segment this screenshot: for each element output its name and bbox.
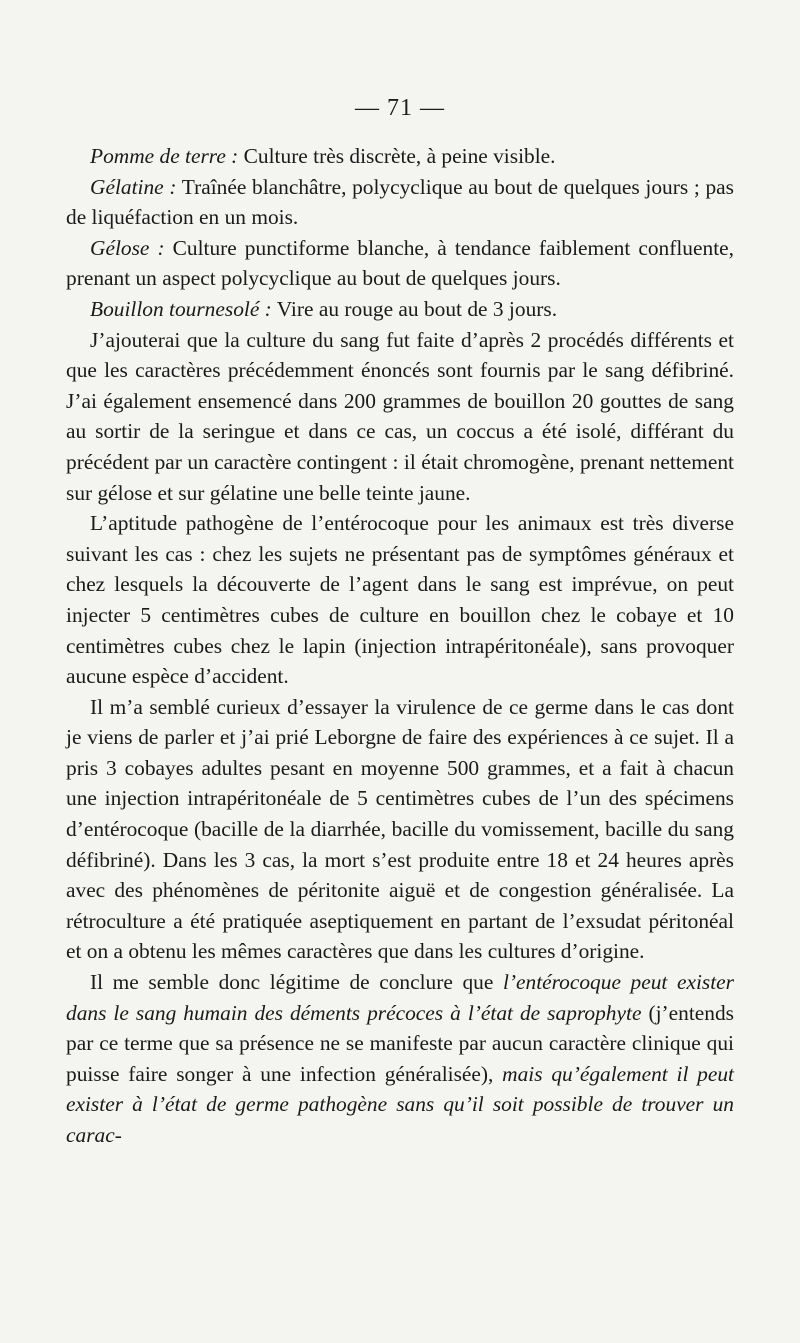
paragraph-aptitude-pathogene [66, 508, 734, 692]
paragraph-text: L’aptitude pathogène de l’entérocoque pour les animaux est très diverse suivant les cas : chez les sujets ne présentant pas de symptômes généraux et chez lesquels la découverte de l’agent dans le sang est imprévue, on peut injecter 5 centimètres cubes de culture en bouillon chez le cobaye et 10 centimètres cubes chez le lapin (injection intrapéritonéale), sans provoquer aucune espèce d’accident. [66, 511, 734, 689]
paragraph-text: Il me semble donc légitime de conclure que [90, 970, 503, 995]
paragraph-pomme-de-terre [66, 141, 734, 172]
paragraph-text: Vire au rouge au bout de 3 jours. [271, 296, 558, 321]
paragraph-text: Traînée blanchâtre, polycyclique au bout de quelques jours ; pas de liquéfaction en un mois. [66, 174, 734, 230]
paragraph-bouillon [66, 294, 734, 325]
paragraph-gelose [66, 233, 734, 294]
paragraph-text: J’ajouterai que la culture du sang fut faite d’après 2 procédés différents et que les caractères précédemment énoncés sont fournis par le sang défibriné. J’ai également ensemencé dans 200 grammes de bouillon 20 gouttes de sang au sortir de la seringue et dans ce cas, un coccus a été isolé, différant du précédent par un caractère contingent : il était chromogène, prenant nettement sur gélose et sur gélatine une belle teinte jaune. [66, 327, 734, 505]
paragraph-label: Gélatine : [90, 174, 177, 199]
paragraph-italic: l’entérocoque peut exister dans le sang humain des déments précoces à l’état de saprophyte [66, 970, 734, 1025]
paragraph-gelatine [66, 172, 734, 233]
body-text [66, 141, 734, 1151]
paragraph-virulence [66, 692, 734, 967]
paragraph-italic: mais qu’également il peut exister à l’état de germe pathogène sans qu’il soit possible de trouver un carac- [66, 1061, 734, 1147]
paragraph-label: Gélose : [90, 235, 165, 260]
paragraph-culture-sang [66, 325, 734, 509]
paragraph-conclusion [66, 967, 734, 1151]
paragraph-label: Bouillon tournesolé : [90, 296, 272, 321]
page-number: — 71 — [355, 95, 445, 121]
paragraph-text: (j’entends par ce terme que sa présence ne se manifeste par aucun caractère clinique qui puisse faire songer à une infection généralisée), [66, 1000, 734, 1086]
paragraph-text: Il m’a semblé curieux d’essayer la virulence de ce germe dans le cas dont je viens de parler et j’ai prié Leborgne de faire des expériences à ce sujet. Il a pris 3 cobayes adultes pesant en moyenne 500 grammes, et a fait à chacun une injection intrapéritonéale de 5 centimètres cubes de l’un des spécimens d’entérocoque (bacille de la diarrhée, bacille du vomissement, bacille du sang défibriné). Dans les 3 cas, la mort s’est produite entre 18 et 24 heures après avec des phénomènes de péritonite aiguë et de congestion généralisée. La rétroculture a été pratiquée aseptiquement en partant de l’exsudat péritonéal et on a obtenu les mêmes caractères que dans les cultures d’origine. [66, 694, 734, 964]
paragraph-text: Culture très discrète, à peine visible. [238, 144, 556, 168]
paragraph-label: Pomme de terre : [90, 144, 239, 168]
paragraph-text: Culture punctiforme blanche, à tendance faiblement confluente, prenant un aspect polycyclique au bout de quelques jours. [66, 235, 734, 291]
